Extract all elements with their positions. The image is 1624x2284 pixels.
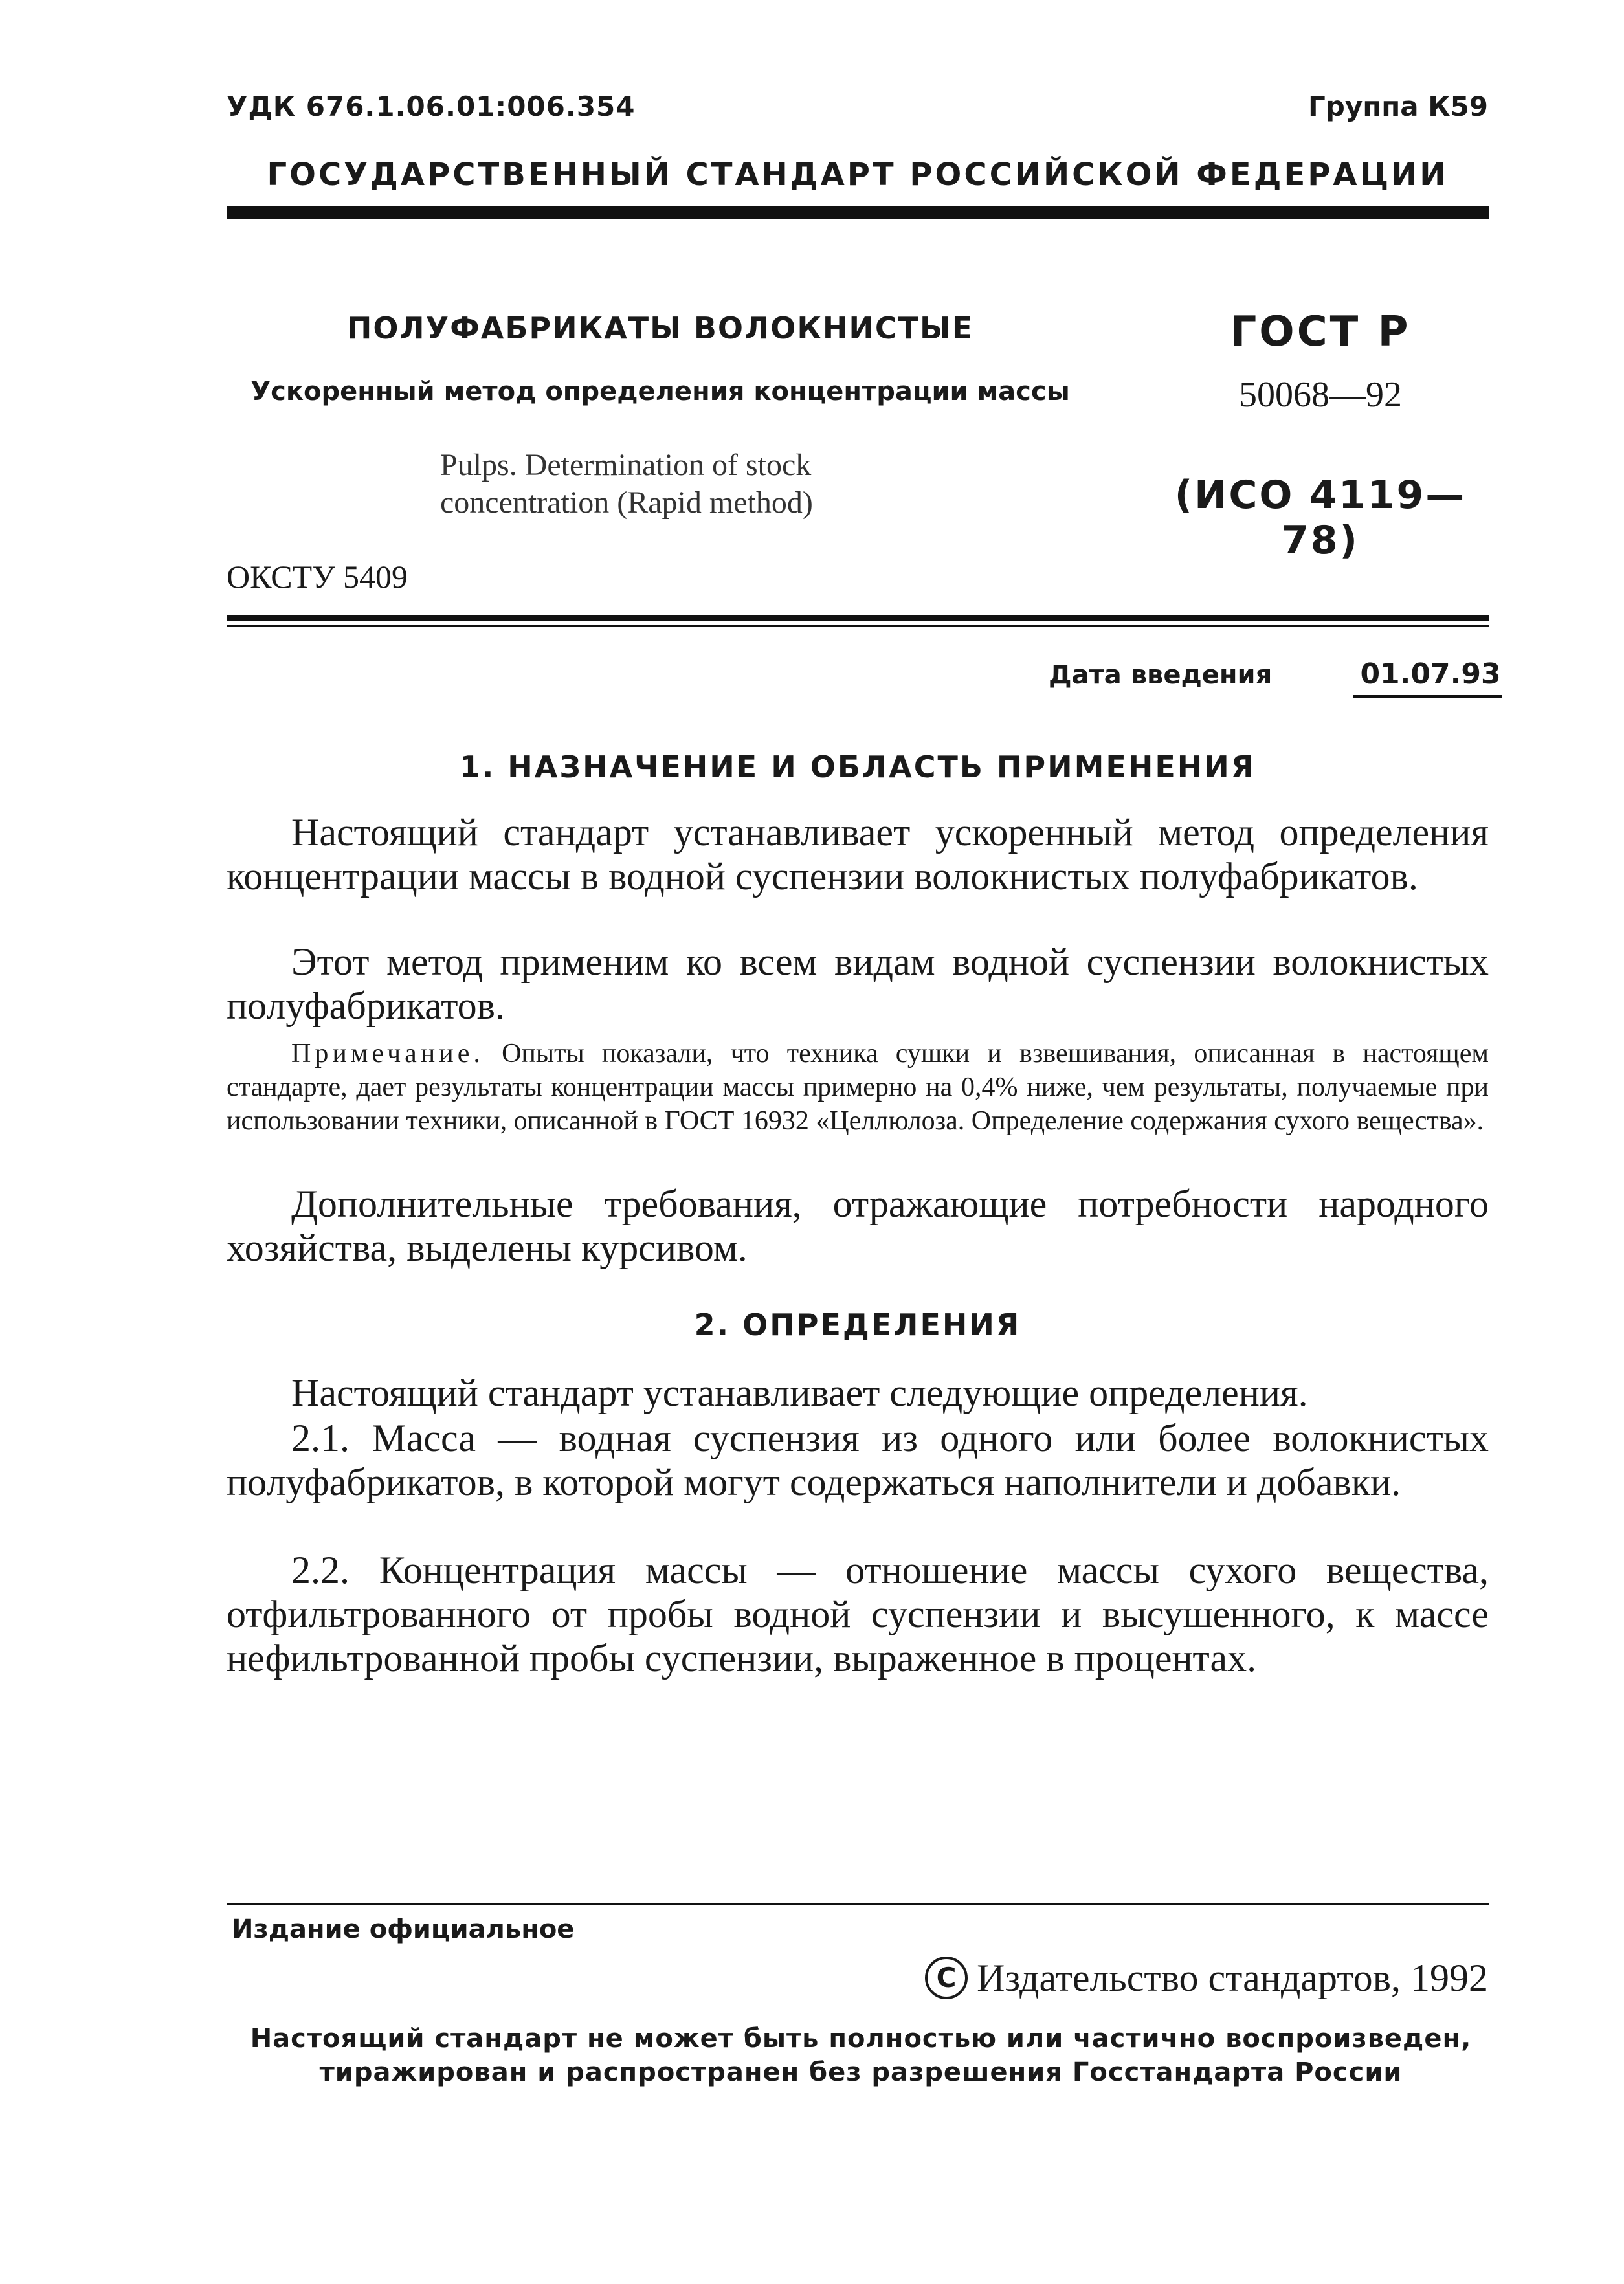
section-2-heading: 2. ОПРЕДЕЛЕНИЯ [694, 1307, 1021, 1342]
paragraph-text: Настоящий стандарт устанавливает следующие определения. [291, 1371, 1308, 1414]
paragraph-text: Дополнительные требования, отражающие потребности народного хозяйства, выделены курсивом. [227, 1182, 1489, 1269]
paragraph-text: 2.2. Концентрация массы — отношение массы сухого вещества, отфильтрованного от пробы водной суспензии и высушенного, к массе нефильтрованной пробы суспензии, выраженное в процентах. [227, 1549, 1489, 1680]
title-block-divider [227, 615, 1489, 621]
document-subtitle: Ускоренный метод определения концентрации массы [250, 377, 1070, 406]
section-2-paragraph-1 [227, 1371, 1489, 1415]
introduction-date-underline [1353, 695, 1502, 698]
reproduction-notice [227, 2022, 1495, 2089]
section-1-paragraph-2 [227, 940, 1489, 1028]
section-1-paragraph-1 [227, 810, 1489, 898]
group-code: Группа К59 [1308, 91, 1488, 122]
gost-number: 50068—92 [1239, 375, 1402, 415]
section-2-definition-2-2 [227, 1548, 1489, 1680]
state-standard-title: ГОСУДАРСТВЕННЫЙ СТАНДАРТ РОССИЙСКОЙ ФЕДЕРАЦИИ [267, 157, 1449, 193]
english-title-line-2: concentration (Rapid method) [440, 485, 813, 520]
note-text: Опыты показали, что техника сушки и взвешивания, описанная в настоящем стандарте, дает результаты концентрации массы примерно на 0,4% ниже, чем результаты, получаемые при использовании техники, описанной в ГОСТ 16932 «Целлюлоза. Определение содержания сухого вещества». [227, 1039, 1489, 1136]
introduction-date: 01.07.93 [1360, 658, 1501, 691]
copyright-text: Издательство стандартов, 1992 [977, 1957, 1488, 1999]
iso-reference: (ИСО 4119—78) [1174, 472, 1467, 563]
notice-line-1: Настоящий стандарт не может быть полностью или частично воспроизведен, [250, 2024, 1472, 2054]
copyright-line [925, 1956, 1488, 2003]
section-2-definition-2-1 [227, 1416, 1489, 1504]
footer-divider [227, 1903, 1489, 1905]
section-1-paragraph-3 [227, 1182, 1489, 1270]
paragraph-text: 2.1. Масса — водная суспензия из одного или более волокнистых полуфабрикатов, в которой могут содержаться наполнители и добавки. [227, 1417, 1489, 1503]
section-1-note [227, 1037, 1489, 1138]
document-title: ПОЛУФАБРИКАТЫ ВОЛОКНИСТЫЕ [346, 311, 974, 346]
notice-line-2: тиражирован и распространен без разрешения Госстандарта России [319, 2057, 1403, 2087]
note-label: Примечание. [291, 1039, 484, 1069]
okstu-code: ОКСТУ 5409 [227, 559, 408, 595]
udk-code: УДК 676.1.06.01:006.354 [227, 91, 636, 122]
gost-code: ГОСТ Р [1230, 308, 1411, 356]
english-title [440, 447, 813, 522]
english-title-line-1: Pulps. Determination of stock [440, 448, 812, 482]
copyright-icon: C [925, 1957, 968, 1999]
title-block-divider-thin [227, 625, 1489, 627]
top-divider [227, 206, 1489, 219]
introduction-date-label: Дата введения [1049, 660, 1273, 690]
official-edition-label: Издание официальное [232, 1914, 575, 1944]
paragraph-text: Этот метод применим ко всем видам водной суспензии волокнистых полуфабрикатов. [227, 940, 1489, 1027]
paragraph-text: Настоящий стандарт устанавливает ускоренный метод определения концентрации массы в водной суспензии волокнистых полуфабрикатов. [227, 811, 1489, 898]
section-1-heading: 1. НАЗНАЧЕНИЕ И ОБЛАСТЬ ПРИМЕНЕНИЯ [459, 749, 1256, 784]
